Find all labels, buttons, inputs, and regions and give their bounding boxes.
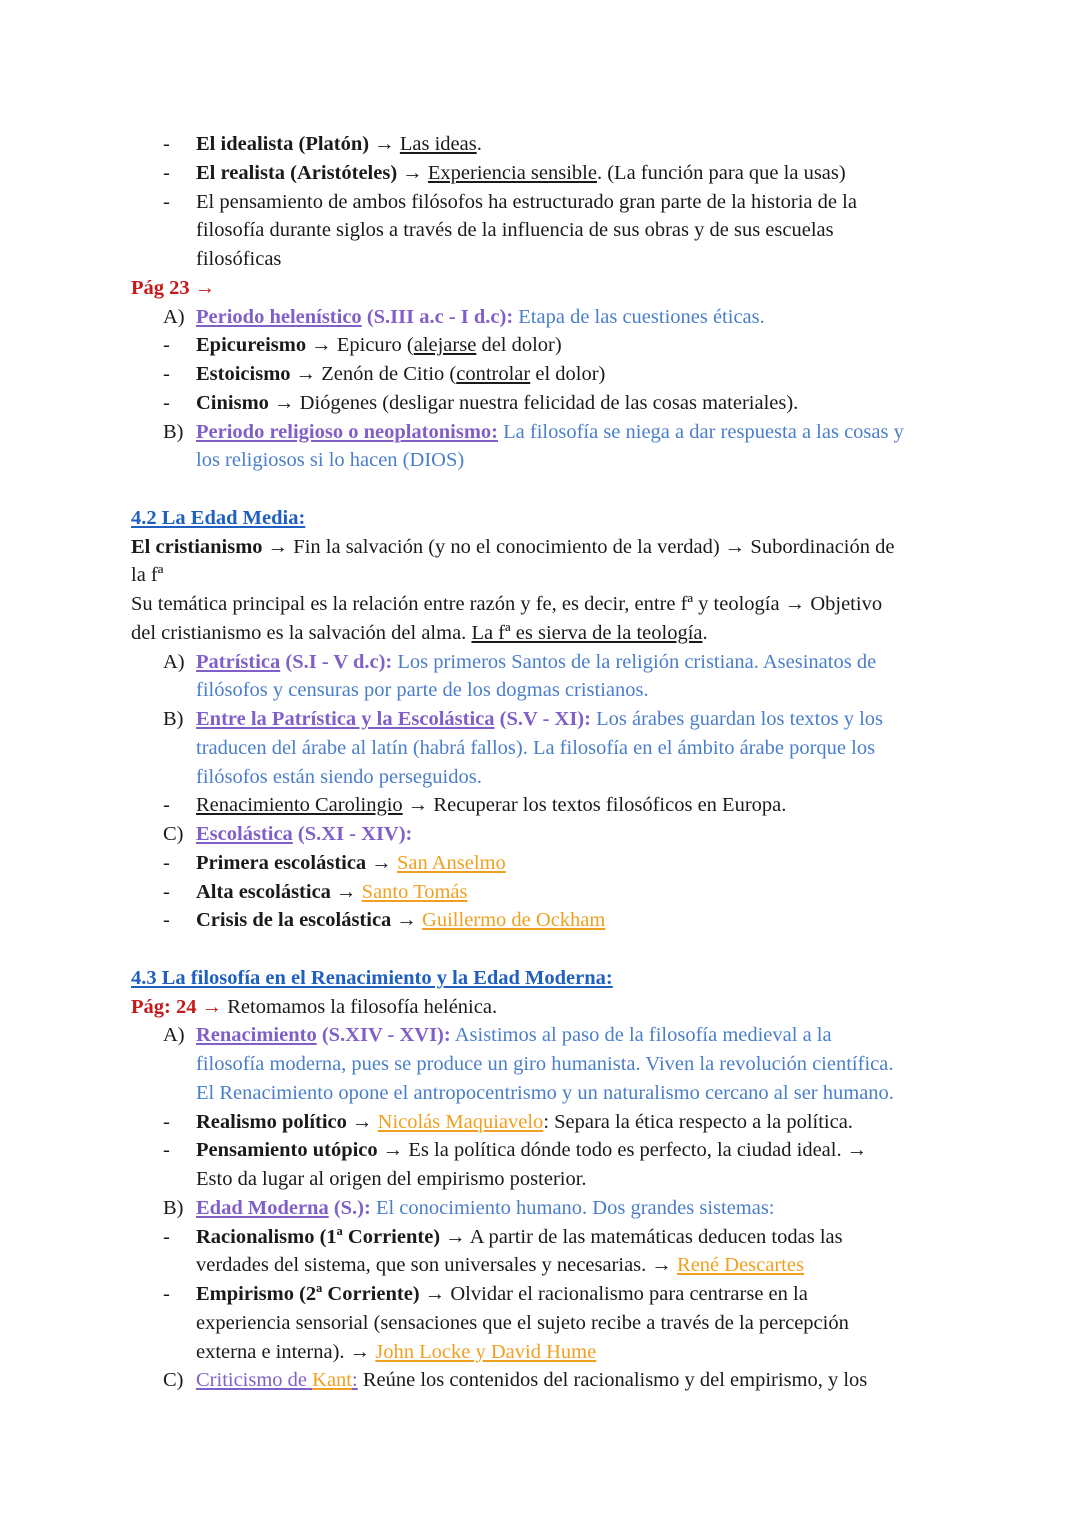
bullet-primera-escolastica: - Primera escolástica → San Anselmo bbox=[163, 851, 506, 874]
para-tematica: Su temática principal es la relación entre razón y fe, es decir, entre fª y teología → Objetivo bbox=[131, 593, 883, 615]
item-entre-cont: traducen del árabe al latín (habrá fallos). La filosofía en el ámbito árabe porque los bbox=[196, 736, 876, 759]
bullet-pensamiento-utopico: - Pensamiento utópico → Es la política dónde todo es perfecto, la ciudad ideal. → bbox=[163, 1139, 868, 1162]
link-experiencia-sensible: Experiencia sensible bbox=[427, 161, 597, 184]
item-renacimiento: A) Renacimiento (S.XIV - XVI): Asistimos al paso de la filosofía medieval a la bbox=[163, 1024, 832, 1047]
para-tematica-cont: del cristianismo es la salvación del alma. La fª es sierva de la teología. bbox=[131, 621, 708, 644]
bullet-epicureismo: - Epicureismo → Epicuro (alejarse del dolor) bbox=[163, 334, 562, 357]
bullet-empirismo-cont: experiencia sensorial (sensaciones que el sujeto recibe a través de la percepción bbox=[196, 1311, 849, 1334]
bullet-cinismo: - Cinismo → Diógenes (desligar nuestra felicidad de las cosas materiales). bbox=[163, 391, 799, 414]
bullet-estoicismo: - Estoicismo → Zenón de Citio (controlar el dolor) bbox=[163, 363, 606, 385]
item-edad-moderna: B) Edad Moderna (S.): El conocimiento humano. Dos grandes sistemas: bbox=[163, 1196, 775, 1219]
item-patristica-cont: filósofos y censuras por parte de los dogmas cristianos. bbox=[196, 679, 649, 702]
bullet-pensamiento-cont: filosofía durante siglos a través de la influencia de sus obras y de sus escuelas bbox=[196, 219, 834, 242]
bullet-empirismo-cont: externa e interna). → John Locke y David Hume bbox=[196, 1340, 597, 1363]
item-criticismo: C) Criticismo de Kant: Reúne los contenidos del racionalismo y del empirismo, y los bbox=[163, 1369, 868, 1392]
section-heading-4-3: 4.3 La filosofía en el Renacimiento y la Edad Moderna: bbox=[131, 966, 613, 989]
item-entre: B) Entre la Patrística y la Escolástica (S.V - XI): Los árabes guardan los textos y los bbox=[163, 708, 884, 730]
bullet-pensamiento: - El pensamiento de ambos filósofos ha estructurado gran parte de la historia de la bbox=[163, 190, 857, 213]
bullet-racionalismo: - Racionalismo (1ª Corriente) → A partir de las matemáticas deducen todas las bbox=[163, 1225, 843, 1248]
bullet-idealista: - El idealista (Platón) → Las ideas. bbox=[163, 133, 482, 155]
bullet-carolingio: - Renacimiento Carolingio → Recuperar los textos filosóficos en Europa. bbox=[163, 794, 787, 817]
link-las-ideas: Las ideas bbox=[399, 133, 477, 155]
bullet-crisis-escolastica: - Crisis de la escolástica → Guillermo de Ockham bbox=[163, 909, 606, 932]
bullet-racionalismo-cont: verdades del sistema, que son universales y necesarias. → René Descartes bbox=[196, 1254, 804, 1277]
item-entre-cont: filósofos están siendo perseguidos. bbox=[196, 765, 482, 788]
bullet-pensamiento-utopico-cont: Esto da lugar al origen del empirismo posterior. bbox=[196, 1168, 587, 1190]
item-patristica: A) Patrística (S.I - V d.c): Los primeros Santos de la religión cristiana. Asesinatos de bbox=[163, 650, 877, 673]
item-religioso-cont: los religiosos si lo hacen (DIOS) bbox=[196, 449, 465, 472]
bullet-pensamiento-cont: filosóficas bbox=[196, 248, 282, 270]
page-ref-24: Pág: 24 → Retomamos la filosofía helénica. bbox=[131, 995, 498, 1018]
bullet-alta-escolastica: - Alta escolástica → Santo Tomás bbox=[163, 880, 468, 903]
page-ref-23: Pág 23 → bbox=[131, 276, 216, 299]
item-renacimiento-cont: filosofía moderna, pues se produce un giro humanista. Viven la revolución científica. bbox=[196, 1053, 894, 1075]
bullet-realista: - El realista (Aristóteles) → Experiencia sensible. (La función para que la usas) bbox=[163, 161, 846, 184]
bullet-realismo-politico: - Realismo político → Nicolás Maquiavelo: Separa la ética respecto a la política. bbox=[163, 1110, 853, 1133]
notes-content bbox=[131, 130, 961, 1395]
bullet-empirismo: - Empirismo (2ª Corriente) → Olvidar el racionalismo para centrarse en la bbox=[163, 1283, 808, 1305]
para-cristianismo-cont: la fª bbox=[131, 564, 164, 587]
item-religioso: B) Periodo religioso o neoplatonismo: La filosofía se niega a dar respuesta a las cosas y bbox=[163, 420, 904, 443]
section-heading-4-2: 4.2 La Edad Media: bbox=[131, 506, 306, 529]
item-escolastica: C) Escolástica (S.XI - XIV): bbox=[163, 823, 413, 845]
para-cristianismo: El cristianismo → Fin la salvación (y no el conocimiento de la verdad) → Subordinación de bbox=[131, 535, 895, 558]
item-helenistico: A) Periodo helenístico (S.III a.c - I d.c): Etapa de las cuestiones éticas. bbox=[163, 305, 765, 328]
item-renacimiento-cont: El Renacimiento opone el antropocentrismo y un naturalismo cercano al ser humano. bbox=[196, 1081, 894, 1104]
